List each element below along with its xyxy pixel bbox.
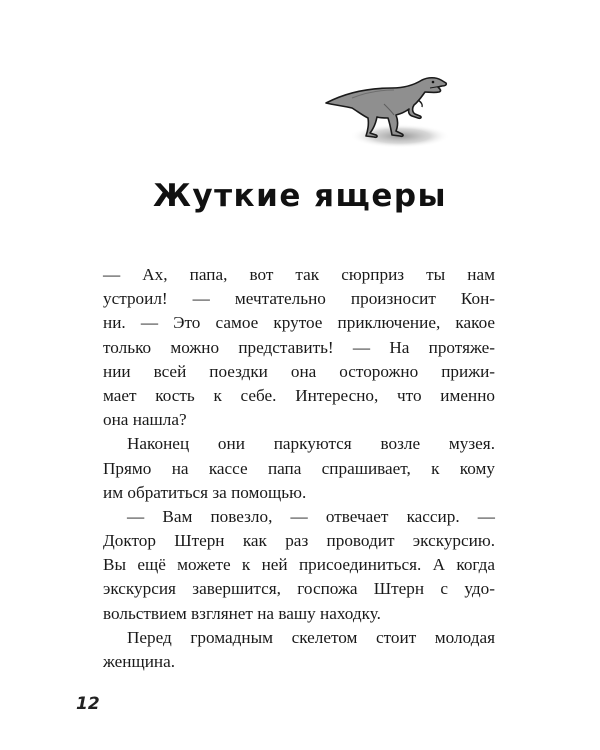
page-number: 12: [76, 694, 100, 714]
paragraph: [103, 432, 495, 505]
text-line: Перед громадным скелетом стоит молодая: [127, 627, 495, 647]
text-line: Вы ещё можете к ней присоединиться. А когда: [103, 555, 495, 575]
text-line: устроил! — мечтательно произносит Кон-: [103, 289, 495, 309]
text-line: женщина.: [103, 652, 176, 671]
text-line: Наконец они паркуются возле музея.: [127, 434, 495, 454]
paragraph: [103, 626, 495, 674]
text-line: только можно представить! — На протяже-: [103, 337, 495, 357]
paragraph: [103, 263, 495, 432]
text-line: — Ах, папа, вот так сюрприз ты нам: [103, 265, 495, 284]
text-line: Прямо на кассе папа спрашивает, к кому: [103, 458, 495, 478]
text-line: вольствием взглянет на вашу находку.: [103, 603, 381, 623]
body-text: [103, 263, 495, 674]
text-line: нии всей поездки она осторожно прижи-: [103, 361, 495, 381]
text-line: она нашла?: [103, 410, 187, 430]
text-line: им обратиться за помощью.: [103, 482, 307, 502]
paragraph: [103, 505, 495, 626]
text-line: — Вам повезло, — отвечает кассир. —: [127, 506, 495, 526]
text-line: мает кость к себе. Интересно, что именно: [103, 385, 495, 405]
text-line: Доктор Штерн как раз проводит экскурсию.: [103, 531, 495, 551]
chapter-title: Жуткие ящеры: [152, 178, 448, 214]
tyrannosaurus-icon: [322, 68, 452, 158]
text-line: ни. — Это самое крутое приключение, какое: [103, 313, 495, 333]
text-line: экскурсия завершится, госпожа Штерн с удо-: [103, 579, 495, 599]
